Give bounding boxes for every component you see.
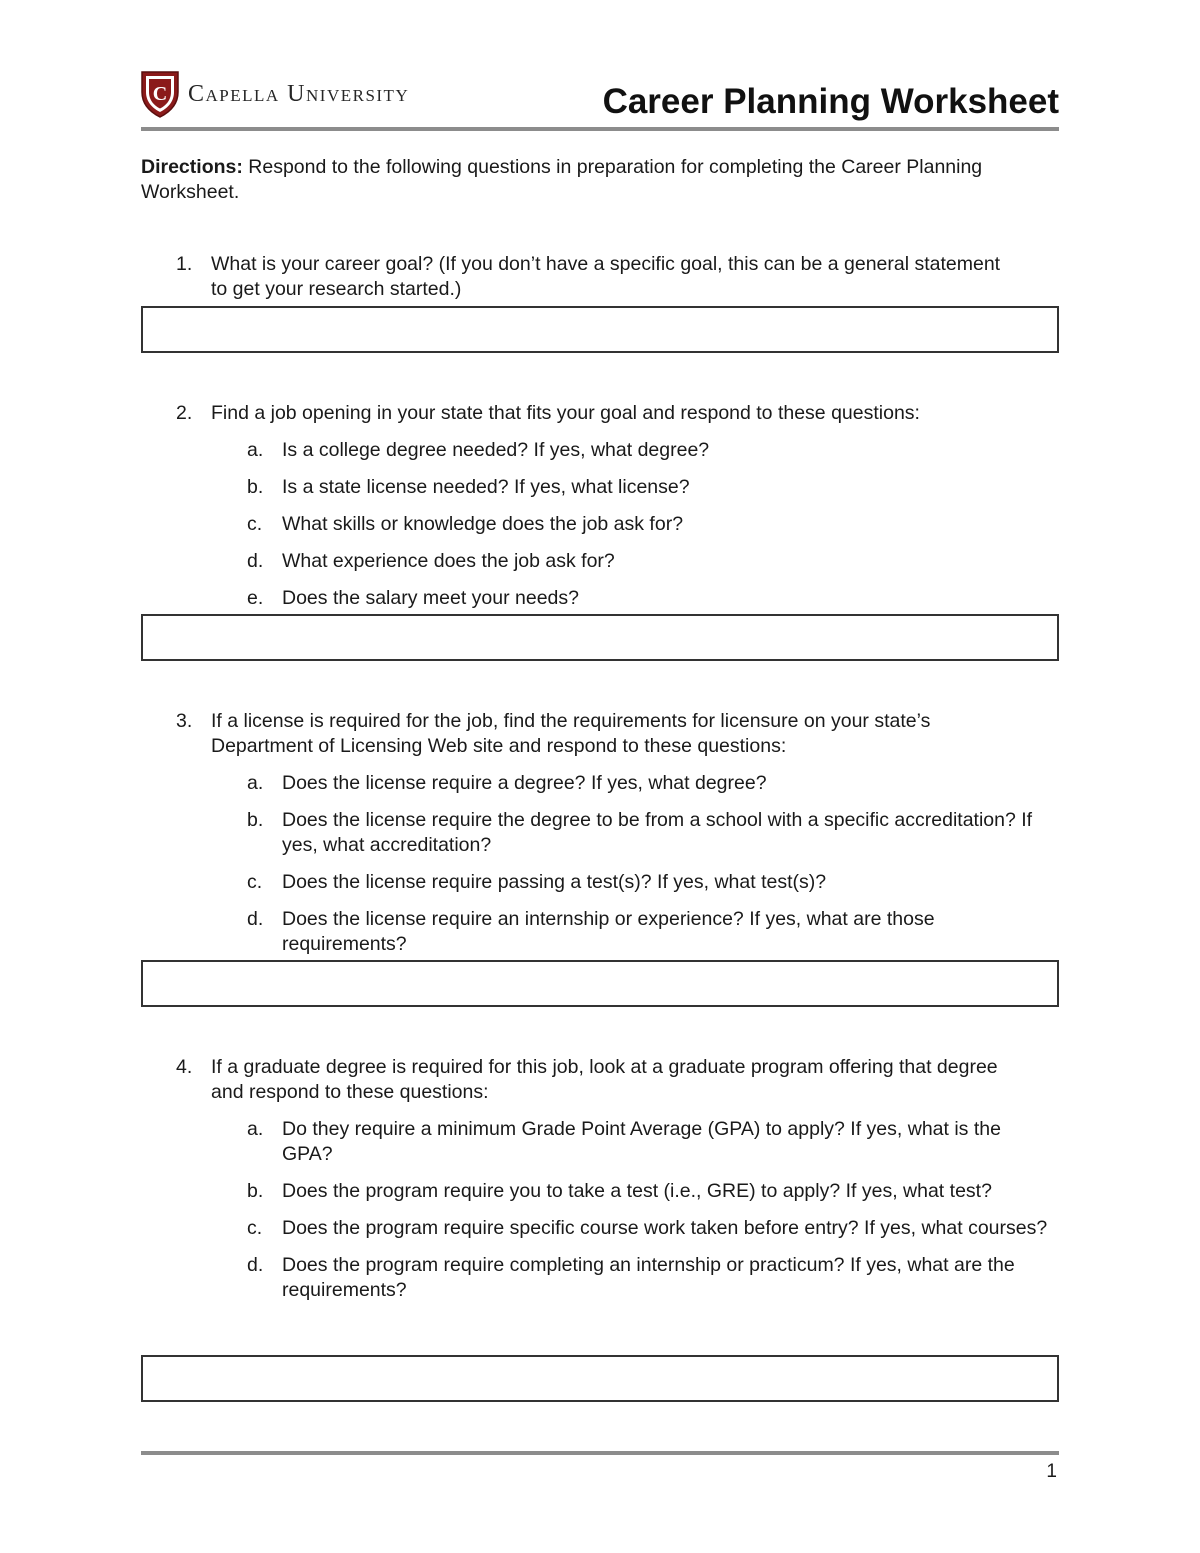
question-text: What is your career goal? (If you don’t have a specific goal, this can be a general statement to get your research started.) [211,253,1001,300]
sub-text: Does the program require completing an internship or practicum? If yes, what are the requirements? [282,1254,1015,1301]
svg-text:C: C [152,83,168,105]
university-name: Capella University [188,80,410,107]
question-3 [141,709,1059,957]
directions [141,155,1041,205]
sub-question [141,907,1059,957]
footer-divider [141,1451,1059,1455]
question-1 [141,252,1059,302]
sub-question [141,1179,1059,1204]
sub-text: Is a college degree needed? If yes, what degree? [282,439,710,461]
sub-letter: a. [247,772,264,794]
sub-letter: d. [247,908,264,930]
sub-question [141,870,1059,895]
sub-letter: b. [247,1180,264,1202]
sub-text: What skills or knowledge does the job ask for? [282,513,684,535]
sub-letter: e. [247,587,264,609]
sub-letter: d. [247,1254,264,1276]
sub-question [141,771,1059,796]
sub-text: Is a state license needed? If yes, what license? [282,476,690,498]
sub-letter: b. [247,809,264,831]
sub-text: Do they require a minimum Grade Point Average (GPA) to apply? If yes, what is the GPA? [282,1118,1001,1165]
question-2 [141,401,1059,611]
sub-letter: c. [247,871,263,893]
sub-question [141,1117,1059,1167]
sub-question [141,1253,1059,1303]
directions-label: Directions: [141,156,243,178]
sub-text: Does the license require the degree to be from a school with a specific accreditation? If yes, what accreditation? [282,809,1033,856]
answer-box-3[interactable] [141,960,1059,1007]
answer-box-1[interactable] [141,306,1059,353]
sub-text: Does the license require passing a test(s)? If yes, what test(s)? [282,871,827,893]
page-number: 1 [1046,1461,1057,1482]
question-number: 2. [176,402,193,424]
header-divider [141,127,1059,131]
sub-text: Does the program require specific course work taken before entry? If yes, what courses? [282,1217,1048,1239]
shield-logo-icon [140,70,180,118]
directions-text: Respond to the following questions in preparation for completing the Career Planning Worksheet. [141,156,983,203]
question-number: 4. [176,1056,193,1078]
answer-box-4[interactable] [141,1355,1059,1402]
sub-letter: b. [247,476,264,498]
page-title: Career Planning Worksheet [602,82,1059,121]
question-text: Find a job opening in your state that fits your goal and respond to these questions: [211,402,920,424]
question-4 [141,1055,1059,1303]
sub-question [141,808,1059,858]
sub-question [141,512,1059,537]
sub-text: Does the program require you to take a test (i.e., GRE) to apply? If yes, what test? [282,1180,992,1202]
sub-question [141,475,1059,500]
sub-question [141,438,1059,463]
sub-letter: a. [247,1118,264,1140]
sub-question [141,549,1059,574]
sub-letter: d. [247,550,264,572]
university-logo [140,70,409,118]
sub-question [141,586,1059,611]
sub-text: Does the license require an internship or experience? If yes, what are those requirements? [282,908,935,955]
question-text: If a license is required for the job, find the requirements for licensure on your state’s Department of Licensing Web site and respond to these questions: [211,710,931,757]
sub-letter: c. [247,513,263,535]
question-text: If a graduate degree is required for this job, look at a graduate program offering that degree and respond to these questions: [211,1056,998,1103]
sub-text: Does the salary meet your needs? [282,587,579,609]
question-number: 3. [176,710,193,732]
sub-text: What experience does the job ask for? [282,550,615,572]
sub-letter: a. [247,439,264,461]
question-number: 1. [176,253,193,275]
answer-box-2[interactable] [141,614,1059,661]
sub-question [141,1216,1059,1241]
sub-letter: c. [247,1217,263,1239]
sub-text: Does the license require a degree? If yes, what degree? [282,772,767,794]
